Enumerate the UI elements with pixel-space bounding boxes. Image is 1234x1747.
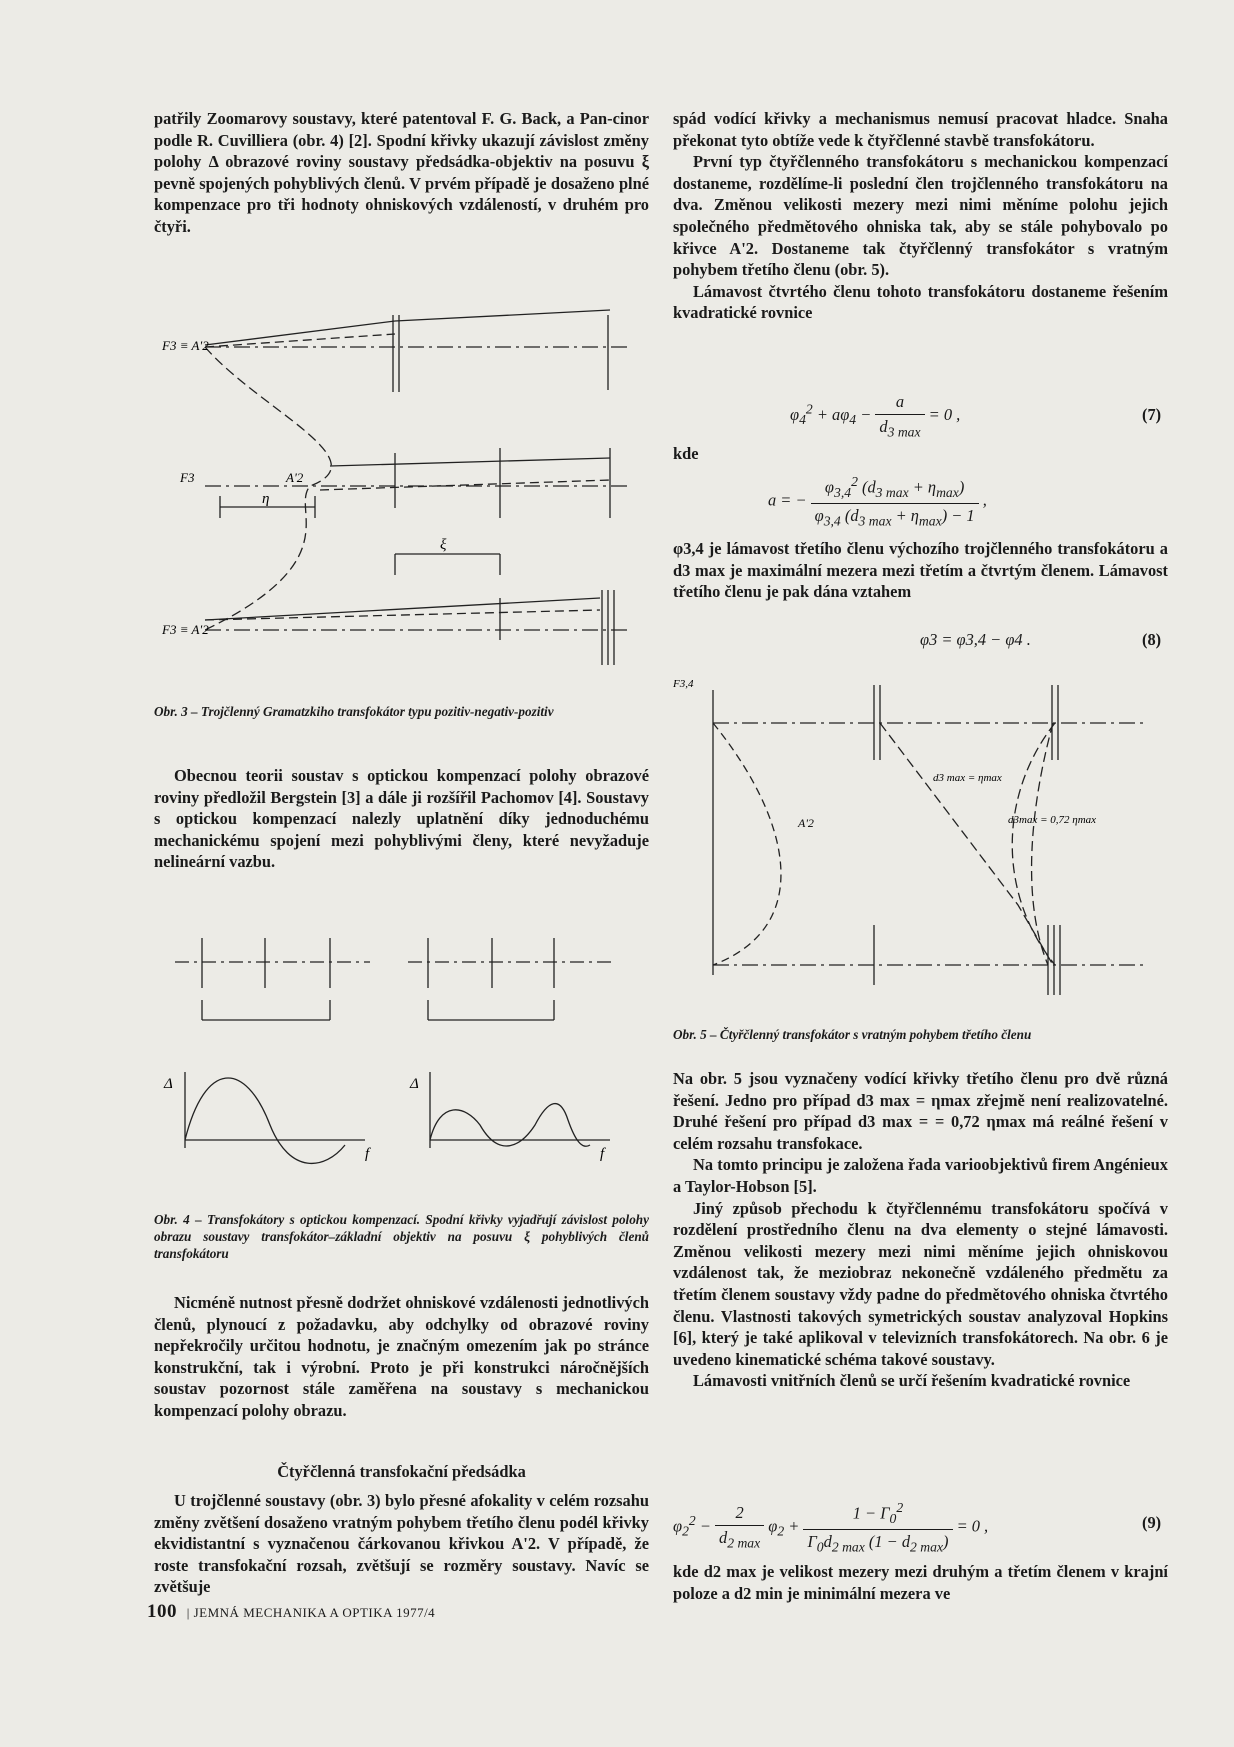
equation-9-number: (9) (1142, 1513, 1162, 1532)
fig5-curve-072b (1032, 723, 1053, 965)
right-column-block-2 (673, 538, 1168, 603)
fig5-curve-a2 (713, 723, 781, 965)
right-paragraph-2: První typ čtyřčlenného transfokátoru s mechanickou kompenzací dostaneme, rozdělíme-li poslední člen trojčlenného transfokátoru na dva. Změnou velikosti mezery mezi nimi měníme polohu jejich společného předmětového ohniska tak, aby se stále pohybovalo po křivce A'2. Dostaneme tak čtyřčlenný transfokátor s vratným pohybem třetího členu (obr. 5). (673, 152, 1168, 280)
right-paragraph-9: kde d2 max je velikost mezery mezi druhým a třetím členem v krajní poloze a d2 min je minimální mezera ve (673, 1562, 1168, 1603)
equation-8-number: (8) (1142, 630, 1162, 649)
right-paragraph-3: Lámavost čtvrtého členu tohoto transfokátoru dostaneme řešením kvadratické rovnice (673, 281, 1168, 323)
fig3-ray-bot-1 (205, 598, 600, 620)
figure-5-diagram (668, 675, 1168, 1010)
fig4-label-delta-left: Δ (164, 1076, 173, 1092)
fig3-ray-mid-2 (320, 480, 610, 490)
figure-4-caption: Obr. 4 – Transfokátory s optickou kompenzací. Spodní křivky vyjadřují závislost polohy obrazu soustavy transfokátor–základní objektiv na posuvu ξ pohyblivých členů transfokátoru (154, 1212, 649, 1261)
fig4-label-f-left: f (365, 1146, 370, 1162)
page-footer (147, 1601, 435, 1623)
section-heading: Čtyřčlenná transfokační předsádka (277, 1462, 526, 1481)
fig3-label-a2-mid: A'2 (286, 470, 304, 485)
fig3-ray-mid-1 (330, 458, 610, 466)
fig3-label-f3-bot: F3 ≡ A'2 (162, 622, 209, 637)
fig3-label-f3-mid: F3 (180, 470, 195, 485)
fig3-ray-top-3 (205, 334, 395, 347)
fig4-label-f-right: f (600, 1146, 605, 1162)
right-paragraph-5: Na obr. 5 jsou vyznačeny vodící křivky třetího členu pro dvě různá řešení. Jedno pro případ d3 max = ηmax zřejmě není realizovatelné. Druhé řešení pro případ d3 max = = 0,72 ηmax má reálné řešení v celém rozsahu transfokace. (673, 1069, 1168, 1153)
kde-label: kde (673, 444, 699, 463)
fig4-curve-left (185, 1078, 345, 1163)
figure-4-diagram (150, 920, 650, 1170)
left-column-block-3 (154, 1292, 649, 1422)
left-column (154, 108, 649, 238)
equation-7-number: (7) (1142, 405, 1162, 424)
journal-name: JEMNÁ MECHANIKA A OPTIKA 1977/4 (193, 1605, 436, 1620)
fig3-label-f3-top: F3 ≡ A'2 (162, 338, 209, 353)
fig3-label-xi: ξ (440, 537, 447, 553)
equation-7: $\varphi_4^2 + a\varphi_4$ − $\frac{a}{d_{3 max}}$ = 0 , (790, 392, 961, 440)
right-paragraph-1: spád vodící křivky a mechanismus nemusí pracovat hladce. Snaha překonat tyto obtíže vede k čtyřčlenné stavbě transfokátoru. (673, 109, 1168, 150)
fig3-label-eta: η (262, 491, 270, 507)
right-paragraph-7: Jiný způsob přechodu k čtyřčlennému transfokátoru spočívá v rozdělení prostředního členu na dva elementy o stejné lámavosti. Změnou velikosti mezery mezi nimi měníme jejich ohniskovou vzdálenost tak, že meziobraz nekonečně vzdáleného předmětu za třetím členem soustavy vždy padne do předmětového ohniska čtvrtého členu. Vlastnosti takových symetrických soustav analyzoval Hopkins [6], který je také aplikoval v televizních transfokátorech. Na obr. 6 je uvedeno kinematické schéma takové soustavy. (673, 1198, 1168, 1369)
fig3-ray-top-2 (395, 310, 610, 321)
fig5-label-curve-1: d3 max = ηmax (933, 772, 1002, 784)
fig3-guide-curve (205, 347, 331, 630)
equation-9: $\varphi_2^2$ − $\frac{2}{d_{2 max}}$ $\varphi_2$ + $\frac{1 - \Gamma_0^2}{\Gamma_0d_{2 max} (1 - d_{2 max})}$ = 0 , (673, 1500, 989, 1555)
right-column-block-3 (673, 1068, 1168, 1392)
left-column-block-4 (154, 1490, 649, 1598)
figure-3-caption: Obr. 3 – Trojčlenný Gramatzkiho transfokátor typu pozitiv-negativ-pozitiv (154, 704, 554, 719)
right-column (673, 108, 1168, 324)
footer-separator: | (186, 1605, 190, 1620)
figure-3-diagram (150, 300, 650, 700)
left-paragraph-3: Nicméně nutnost přesně dodržet ohniskové vzdálenosti jednotlivých členů, plynoucí z požadavku, aby odchylky od obrazové roviny nepřekročily určitou hodnotu, je značným omezením jak po stránce konstrukční, tak i výrobní. Proto je při konstrukci náročnějších soustav pozornost stále zaměřena na soustavy s mechanickou kompenzací polohy obrazu. (154, 1293, 649, 1420)
fig4-label-delta-right: Δ (410, 1076, 419, 1092)
right-column-block-4 (673, 1561, 1168, 1604)
fig5-curve-eta (880, 723, 1053, 965)
fig5-label-f34: F3,4 (673, 678, 694, 690)
fig5-label-curve-2: d3max = 0,72 ηmax (1008, 814, 1097, 826)
fig3-ray-top-1 (205, 321, 395, 345)
right-paragraph-4: φ3,4 je lámavost třetího členu výchozího trojčlenného transfokátoru a d3 max je maximální mezera mezi třetím a čtvrtým členem. Lámavost třetího členu je pak dána vztahem (673, 539, 1168, 602)
fig5-label-a2: A'2 (798, 816, 814, 830)
left-paragraph-4: U trojčlenné soustavy (obr. 3) bylo přesné afokality v celém rozsahu změny zvětšení dosaženo vratným pohybem třetího členu podél křivky ekvidistantní s vyznačenou čárkovanou křivkou A'2. V případě, že roste transfokační rozsah, zvětšují se rozměry soustavy. Navíc se zvětšuje (154, 1491, 649, 1597)
right-paragraph-8: Lámavosti vnitřních členů se určí řešením kvadratické rovnice (693, 1371, 1131, 1391)
figure-5-caption: Obr. 5 – Čtyřčlenný transfokátor s vratným pohybem třetího členu (673, 1027, 1032, 1042)
left-paragraph-1: patřily Zoomarovy soustavy, které patentoval F. G. Back, a Pan-cinor podle R. Cuvilliera (obr. 4) [2]. Spodní křivky ukazují závislost změny polohy Δ obrazové roviny soustavy předsádka-objektiv na posuvu ξ pevně spojených pohyblivých členů. V prvém případě je dosaženo plné kompenzace pro tři hodnoty ohniskových vzdáleností, v druhém pro čtyři. (154, 109, 649, 236)
page-number: 100 (147, 1601, 177, 1622)
fig3-ray-bot-2 (205, 610, 600, 620)
left-paragraph-2: Obecnou teorii soustav s optickou kompenzací polohy obrazové roviny předložil Bergstein [3] a dále ji rozšířil Pachomov [4]. Soustavy s optickou kompenzací nalezly uplatnění díky jednoduchému mechanickému spojení mezi pohyblivými členy, které nevyžaduje nelineární vazbu. (154, 766, 649, 872)
equation-a: a = − $\frac{\varphi_{3,4}^2 (d_{3 max} + \eta_{max})}{\varphi_{3,4} (d_{3 max} + \eta_{max}) - 1}$ , (768, 474, 987, 529)
equation-8: φ3 = φ3,4 − φ4 . (920, 630, 1031, 649)
right-paragraph-6: Na tomto principu je založena řada varioobjektivů firem Angénieux a Taylor-Hobson [5]. (673, 1155, 1168, 1196)
left-column-block-2 (154, 765, 649, 873)
